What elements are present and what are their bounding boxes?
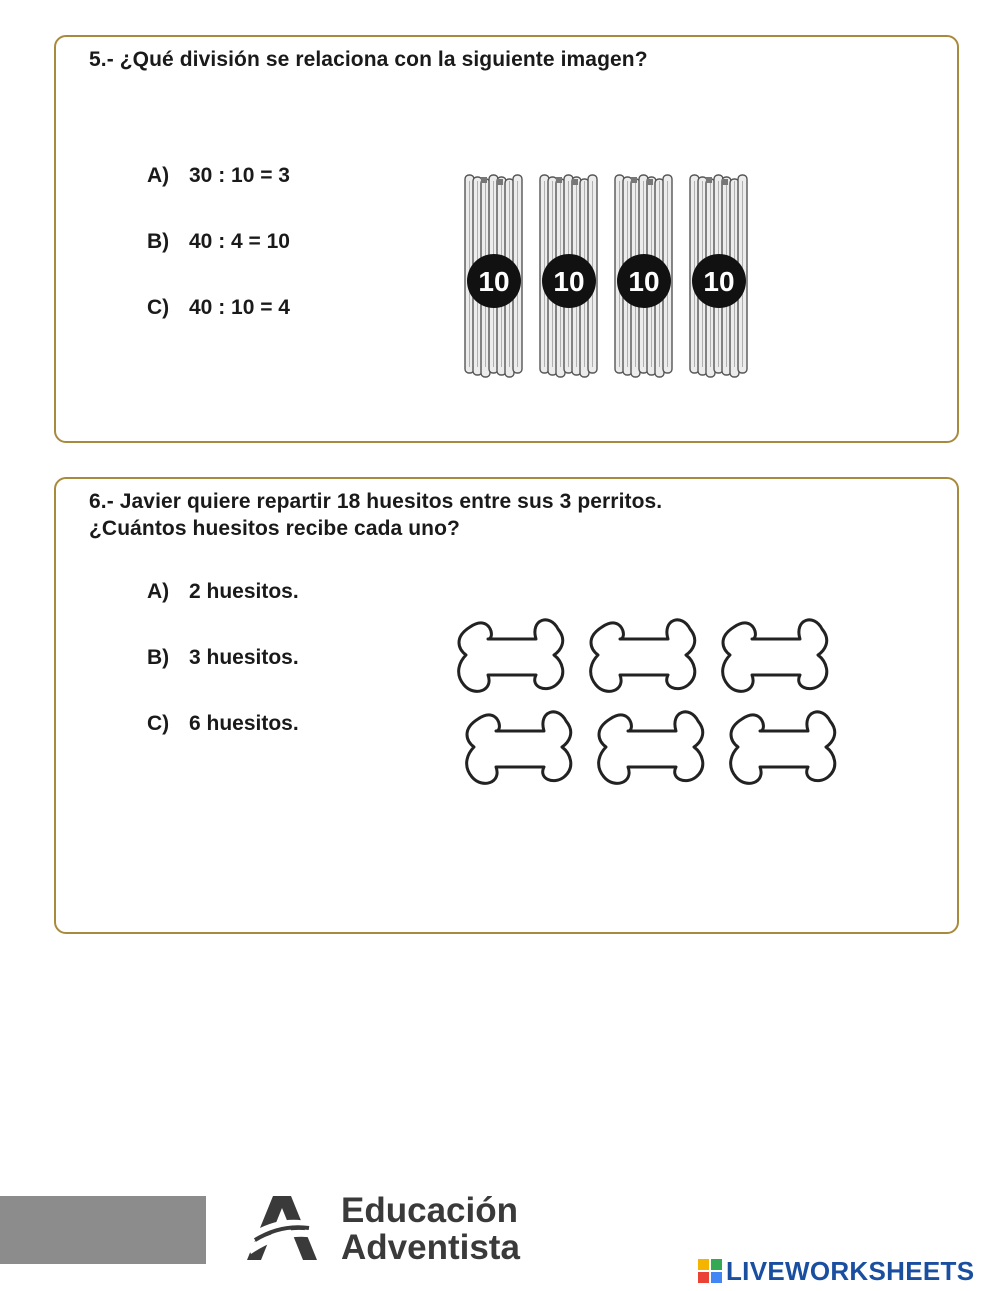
- question-5-title: 5.- ¿Qué división se relaciona con la siguiente imagen?: [89, 48, 648, 71]
- option-letter: B): [147, 646, 170, 669]
- liveworksheets-brand[interactable]: [698, 1256, 974, 1286]
- question-6-title: [89, 488, 662, 542]
- question-5-option-b[interactable]: [147, 229, 290, 255]
- ten-bundles-illustration: [461, 167, 761, 382]
- bone-icon: [599, 712, 703, 783]
- bundle-label: 10: [628, 266, 660, 297]
- liveworksheets-label: LIVEWORKSHEETS: [726, 1255, 975, 1286]
- bones-illustration: [446, 611, 841, 791]
- bundle-label: 10: [553, 266, 585, 297]
- question-6-option-c[interactable]: [147, 711, 299, 737]
- question-6-option-a[interactable]: [147, 579, 299, 605]
- option-letter: A): [147, 580, 170, 603]
- question-5-option-a[interactable]: [147, 163, 290, 189]
- question-6-option-b[interactable]: [147, 645, 299, 671]
- ten-bundle: [615, 175, 672, 377]
- bundle-label: 10: [703, 266, 735, 297]
- footer-gray-bar: [0, 1196, 206, 1264]
- bundle-label: 10: [478, 266, 510, 297]
- option-letter: A): [147, 164, 170, 187]
- liveworksheets-icon: [698, 1259, 722, 1283]
- bone-icon: [467, 712, 571, 783]
- ten-bundle: [540, 175, 597, 377]
- question-6-title-line1: 6.- Javier quiere repartir 18 huesitos entre sus 3 perritos.: [89, 490, 663, 513]
- option-text: 40 : 4 = 10: [189, 230, 290, 253]
- question-5-option-c[interactable]: [147, 295, 290, 321]
- option-letter: C): [147, 296, 170, 319]
- logo-line-1: Educación: [341, 1191, 518, 1230]
- question-6-title-line2: ¿Cuántos huesitos recibe cada uno?: [89, 517, 460, 540]
- logo-line-2: Adventista: [341, 1228, 520, 1267]
- option-text: 6 huesitos.: [189, 712, 299, 735]
- bone-icon: [723, 620, 827, 691]
- option-text: 30 : 10 = 3: [189, 164, 290, 187]
- option-letter: B): [147, 230, 170, 253]
- educacion-adventista-logo: [245, 1191, 575, 1267]
- question-5-card: [54, 35, 959, 443]
- ten-bundle: [690, 175, 747, 377]
- question-6-card: [54, 477, 959, 934]
- option-text: 2 huesitos.: [189, 580, 299, 603]
- ten-bundle: [465, 175, 522, 377]
- option-text: 40 : 10 = 4: [189, 296, 290, 319]
- adventista-a-icon: [245, 1194, 325, 1264]
- option-letter: C): [147, 712, 170, 735]
- bone-icon: [459, 620, 563, 691]
- bone-icon: [731, 712, 835, 783]
- bone-icon: [591, 620, 695, 691]
- option-text: 3 huesitos.: [189, 646, 299, 669]
